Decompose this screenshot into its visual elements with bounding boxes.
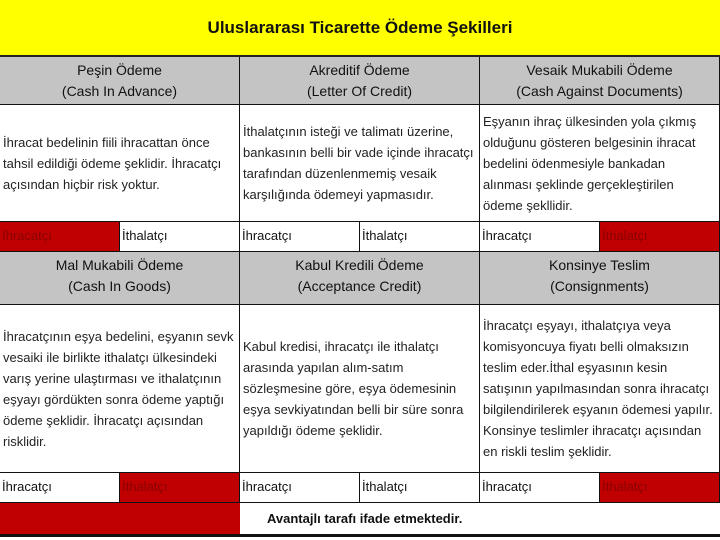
exporter-label: İhracatçı <box>482 479 532 494</box>
method-description <box>0 105 240 222</box>
method-name: Peşin Ödeme <box>77 62 162 78</box>
importer-label: İthalatçı <box>362 479 408 494</box>
method-name: Mal Mukabili Ödeme <box>55 257 184 273</box>
exporter-label: İhracatçı <box>2 228 52 243</box>
importer-cell <box>360 473 480 503</box>
exporter-cell <box>480 473 600 503</box>
exporter-cell <box>240 222 360 252</box>
method-english-name: (Consignments) <box>550 278 649 294</box>
method-header <box>480 57 720 105</box>
importer-cell <box>120 222 240 252</box>
importer-label: İthalatçı <box>602 228 648 243</box>
legend-text: Avantajlı tarafı ifade etmektedir. <box>240 503 720 537</box>
method-description <box>480 305 720 473</box>
exporter-cell <box>0 222 120 252</box>
method-english-name: (Cash In Advance) <box>61 83 178 99</box>
importer-cell <box>360 222 480 252</box>
method-description <box>240 305 480 473</box>
importer-cell <box>120 473 240 503</box>
exporter-cell <box>240 473 360 503</box>
importer-label: İthalatçı <box>602 479 648 494</box>
description-text: İthalatçının isteği ve talimatı üzerine, bankasının belli bir vade içinde ihracatçı tarafından düzenlenmemiş vesaik karşılığında ödemeyi yapmasıdır. <box>243 124 474 202</box>
exporter-cell <box>480 222 600 252</box>
method-english-name: (Letter Of Credit) <box>306 83 413 99</box>
importer-cell <box>600 473 720 503</box>
method-description <box>240 105 480 222</box>
description-text: İhracatçının eşya bedelini, eşyanın sevk vesaiki ile birlikte ithalatçı ülkesindeki varış yerine ulaştırması ve ithalatçının eşyayı gördükten sonra ödeme yaptığı ödeme şeklidir. İhracatçı açısından risklidir. <box>3 328 234 449</box>
description-text: İhracatçı eşyayı, ithalatçıya veya komisyoncuya fiyatı belli olmaksızın teslim eder.İthal eşyasının kesin satışının yapılmasından sonra ihracatçı bilgilendirilerek eşyanın ödemesi yapılır. Konsinye teslimler ihracatçı açısından en riskli teslim şeklidir. <box>483 318 713 459</box>
exporter-label: İhracatçı <box>242 228 292 243</box>
method-name: Kabul Kredili Ödeme <box>295 257 424 273</box>
description-text: Kabul kredisi, ihracatçı ile ithalatçı arasında yapılan alım-satım sözleşmesine göre, eşya ödemesinin eşya sevkiyatından belli bir süre sonra yapıldığı ödeme şeklidir. <box>243 339 464 438</box>
method-header <box>240 57 480 105</box>
method-header <box>0 57 240 105</box>
method-name: Vesaik Mukabili Ödeme <box>526 62 673 78</box>
method-english-name: (Cash Against Documents) <box>516 83 683 99</box>
legend-red-swatch <box>0 503 240 537</box>
method-header <box>480 252 720 305</box>
slide-title: Uluslararası Ticarette Ödeme Şekilleri <box>0 0 720 57</box>
method-header <box>0 252 240 305</box>
description-text: Eşyanın ihraç ülkesinden yola çıkmış olduğunu gösteren belgesinin ihracat bedelini ödenmesiyle bankadan alınması şeklinde gerçekleştirilen ödeme şekllidir. <box>483 113 697 213</box>
method-description <box>480 105 720 222</box>
importer-label: İthalatçı <box>362 228 408 243</box>
exporter-label: İhracatçı <box>242 479 292 494</box>
description-text: İhracat bedelinin fiili ihracattan önce tahsil edildiği ödeme şeklidir. İhracatçı açısından hiçbir risk yoktur. <box>3 134 222 192</box>
importer-label: İthalatçı <box>122 479 168 494</box>
method-english-name: (Acceptance Credit) <box>297 278 422 294</box>
method-header <box>240 252 480 305</box>
method-name: Konsinye Teslim <box>549 257 650 273</box>
method-name: Akreditif Ödeme <box>309 62 410 78</box>
method-description <box>0 305 240 473</box>
importer-cell <box>600 222 720 252</box>
importer-label: İthalatçı <box>122 228 168 243</box>
exporter-label: İhracatçı <box>482 228 532 243</box>
exporter-label: İhracatçı <box>2 479 52 494</box>
exporter-cell <box>0 473 120 503</box>
method-english-name: (Cash In Goods) <box>68 278 171 294</box>
